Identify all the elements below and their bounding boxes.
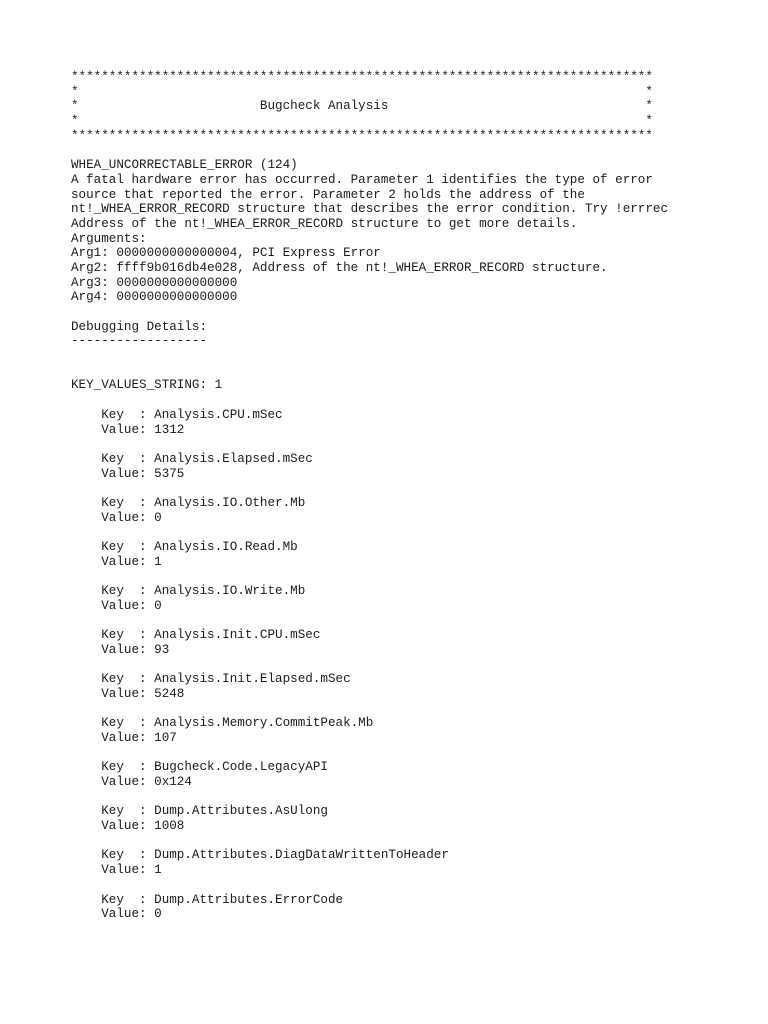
value-line: Value: 1312: [71, 422, 185, 437]
key-value-pair: [71, 408, 691, 437]
value-line: Value: 1: [71, 863, 162, 878]
value-line: Value: 93: [71, 642, 170, 657]
key-value-pair: [71, 496, 691, 525]
key-value-list: [71, 408, 691, 922]
key-line: Key : Analysis.Memory.CommitPeak.Mb: [71, 716, 374, 731]
banner-top-border: *****************************************************************************: [71, 70, 653, 84]
bugcheck-code: WHEA_UNCORRECTABLE_ERROR (124): [71, 158, 298, 173]
key-value-pair: [71, 672, 691, 701]
debugging-details-underline: ------------------: [71, 334, 208, 349]
key-line: Key : Dump.Attributes.AsUlong: [71, 804, 328, 819]
debugging-details-heading: Debugging Details:: [71, 319, 208, 334]
error-description-line: Address of the nt!_WHEA_ERROR_RECORD structure to get more details.: [71, 216, 578, 231]
value-line: Value: 5248: [71, 686, 185, 701]
key-value-pair: [71, 760, 691, 789]
banner-bottom-border: *****************************************************************************: [71, 128, 653, 143]
key-value-pair: [71, 848, 691, 877]
argument-line: Arg1: 0000000000000004, PCI Express Error: [71, 246, 381, 261]
argument-line: Arg4: 0000000000000000: [71, 290, 238, 305]
argument-line: Arg3: 0000000000000000: [71, 275, 238, 290]
value-line: Value: 0: [71, 510, 162, 525]
key-values-string: KEY_VALUES_STRING: 1: [71, 378, 223, 393]
key-line: Key : Analysis.IO.Other.Mb: [71, 495, 306, 510]
key-line: Key : Analysis.IO.Write.Mb: [71, 584, 306, 599]
key-value-pair: [71, 584, 691, 613]
banner-blank-row: * *: [71, 84, 653, 99]
error-description-line: nt!_WHEA_ERROR_RECORD structure that describes the error condition. Try !errrec: [71, 202, 669, 217]
key-value-pair: [71, 628, 691, 657]
key-line: Key : Bugcheck.Code.LegacyAPI: [71, 760, 328, 775]
key-value-pair: [71, 804, 691, 833]
key-line: Key : Analysis.Elapsed.mSec: [71, 451, 313, 466]
key-line: Key : Analysis.IO.Read.Mb: [71, 540, 298, 555]
value-line: Value: 107: [71, 730, 177, 745]
key-value-pair: [71, 540, 691, 569]
key-line: Key : Dump.Attributes.ErrorCode: [71, 892, 344, 907]
key-line: Key : Analysis.CPU.mSec: [71, 407, 283, 422]
argument-line: Arg2: ffff9b016db4e028, Address of the nt!_WHEA_ERROR_RECORD structure.: [71, 260, 608, 275]
key-value-pair: [71, 716, 691, 745]
arguments-label: Arguments:: [71, 231, 147, 246]
value-line: Value: 5375: [71, 466, 185, 481]
value-line: Value: 0: [71, 907, 162, 922]
key-line: Key : Dump.Attributes.DiagDataWrittenToHeader: [71, 848, 449, 863]
banner-title: * Bugcheck Analysis *: [71, 99, 653, 114]
error-description-line: A fatal hardware error has occurred. Parameter 1 identifies the type of error: [71, 172, 653, 187]
value-line: Value: 1: [71, 554, 162, 569]
key-value-pair: [71, 452, 691, 481]
value-line: Value: 0: [71, 598, 162, 613]
key-value-pair: [71, 893, 691, 922]
key-line: Key : Analysis.Init.Elapsed.mSec: [71, 672, 351, 687]
error-description-line: source that reported the error. Parameter 2 holds the address of the: [71, 187, 585, 202]
debugger-output: [71, 70, 691, 937]
value-line: Value: 1008: [71, 819, 185, 834]
key-line: Key : Analysis.Init.CPU.mSec: [71, 628, 321, 643]
value-line: Value: 0x124: [71, 775, 192, 790]
banner-blank-row: * *: [71, 114, 653, 129]
